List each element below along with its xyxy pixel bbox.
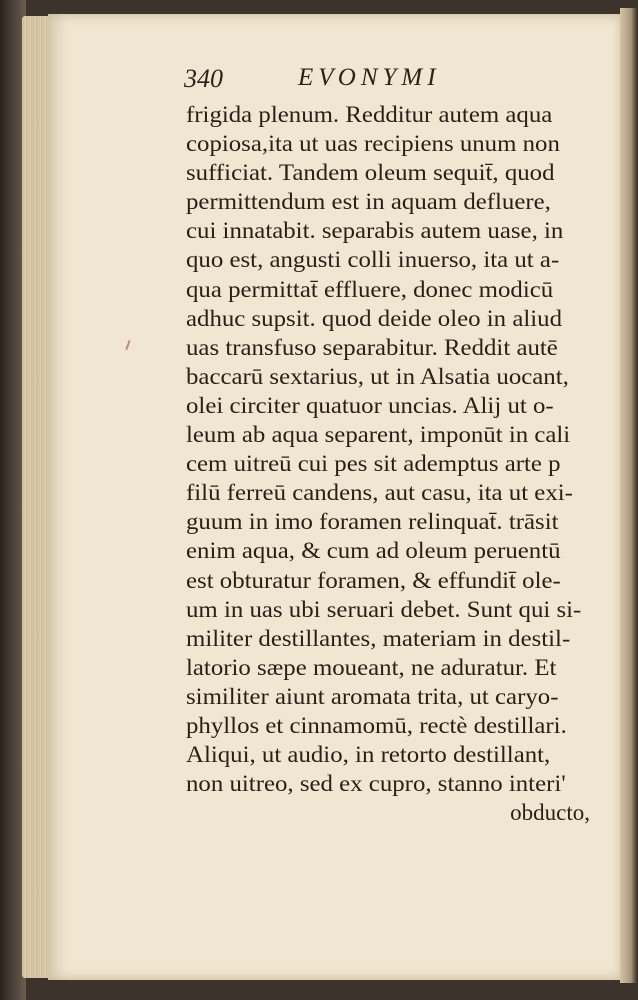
text-line-16: enim aqua, & cum ad oleum peruentū: [186, 538, 561, 564]
text-line-18: um in uas ubi seruari debet. Sunt qui si-: [186, 596, 582, 622]
text-line-12: leum ab aqua separent, imponūt in cali: [186, 422, 571, 448]
page-header: [184, 64, 604, 98]
text-line-15: guum in imo foramen relinquat̄. trāsit: [186, 509, 559, 535]
text-line-10: baccarū sextarius, ut in Alsatia uocant,: [186, 363, 569, 389]
text-line-14: filū ferreū candens, aut casu, ita ut exi-: [186, 480, 573, 506]
text-line-1: frigida plenum. Redditur autem aqua: [186, 102, 553, 127]
text-line-7: qua permittat̄ effluere, donec modicū: [186, 276, 554, 302]
text-line-23: Aliqui, ut audio, in retorto destillant,: [186, 742, 551, 768]
facing-page-edge: [620, 8, 638, 983]
page-number: 340: [184, 64, 223, 93]
text-line-8: adhuc supsit. quod deide oleo in aliud: [186, 305, 562, 331]
text-line-20: latorio sæpe moueant, ne aduratur. Et: [186, 654, 557, 680]
body-text: [186, 100, 590, 827]
text-line-17: est obturatur foramen, & effundit̄ ole-: [186, 567, 561, 593]
catchword: obducto,: [510, 800, 590, 826]
text-line-22: phyllos et cinnamomū, rectè destillari.: [186, 712, 567, 738]
text-line-3: sufficiat. Tandem oleum sequit̄, quod: [186, 160, 555, 186]
text-line-9: uas transfuso separabitur. Reddit autē: [186, 334, 558, 360]
text-line-4: permittendum est in aquam defluere,: [186, 189, 551, 215]
text-line-24: non uitreo, sed ex cupro, stanno interi': [186, 771, 566, 797]
running-head: EVONYMI: [298, 64, 441, 91]
text-line-19: militer destillantes, materiam in destil-: [186, 625, 571, 651]
text-line-2: copiosa,ita ut uas recipiens unum non: [186, 131, 560, 157]
text-line-13: cem uitreū cui pes sit ademptus arte p: [186, 451, 561, 477]
text-line-11: olei circiter quatuor uncias. Alij ut o-: [186, 392, 554, 418]
text-line-5: cui innatabit. separabis autem uase, in: [186, 218, 564, 244]
text-line-21: similiter aiunt aromata trita, ut caryo-: [186, 683, 559, 709]
text-line-6: quo est, angusti colli inuerso, ita ut a-: [186, 247, 560, 273]
